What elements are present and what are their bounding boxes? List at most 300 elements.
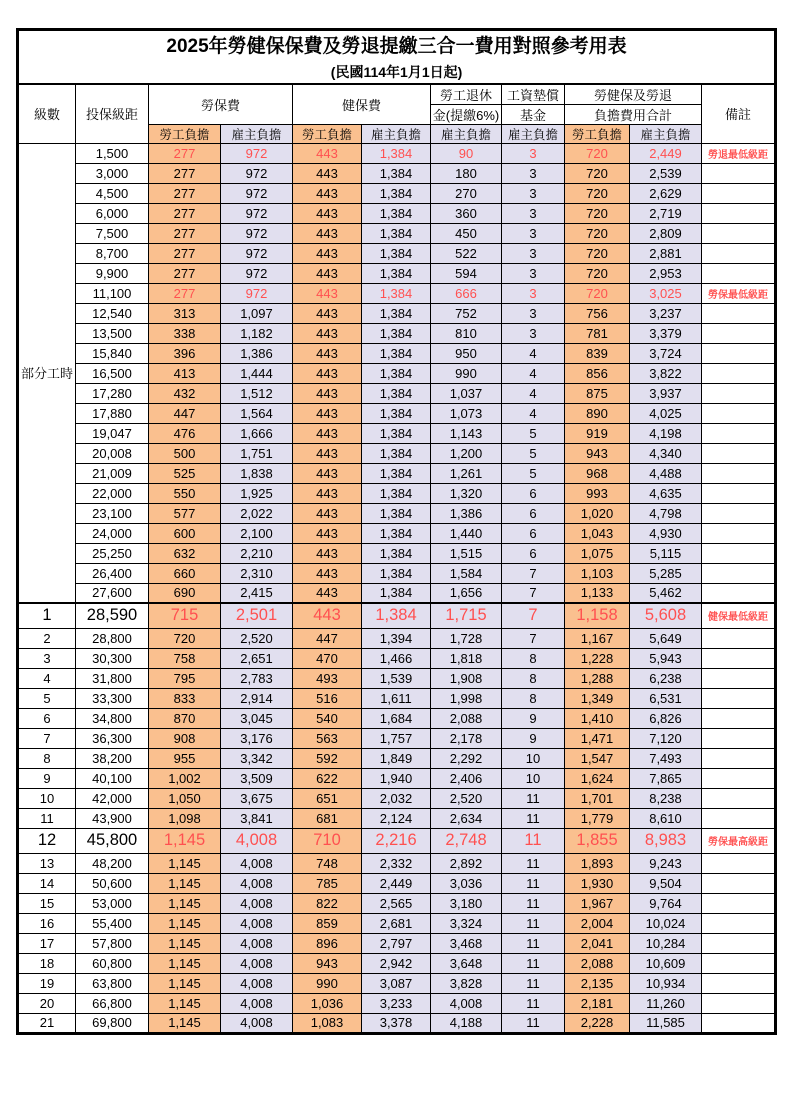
cell-labor-employer: 3,176 bbox=[221, 728, 293, 748]
cell-total-employee: 1,349 bbox=[565, 688, 630, 708]
cell-level: 5 bbox=[18, 688, 76, 708]
cell-pension-employer: 1,200 bbox=[431, 443, 502, 463]
cell-labor-employee: 632 bbox=[149, 543, 221, 563]
cell-total-employee: 1,624 bbox=[565, 768, 630, 788]
cell-salary: 48,200 bbox=[76, 853, 149, 873]
cell-health-employee: 990 bbox=[293, 973, 362, 993]
cell-health-employee: 516 bbox=[293, 688, 362, 708]
cell-labor-employer: 972 bbox=[221, 163, 293, 183]
cell-health-employee: 622 bbox=[293, 768, 362, 788]
cell-total-employer: 5,285 bbox=[630, 563, 702, 583]
cell-total-employee: 720 bbox=[565, 223, 630, 243]
cell-wage-fund-employer: 11 bbox=[502, 828, 565, 853]
cell-labor-employee: 690 bbox=[149, 583, 221, 603]
cell-health-employee: 785 bbox=[293, 873, 362, 893]
table-row bbox=[18, 223, 776, 243]
cell-total-employee: 1,855 bbox=[565, 828, 630, 853]
cell-pension-employer: 1,320 bbox=[431, 483, 502, 503]
cell-labor-employer: 1,512 bbox=[221, 383, 293, 403]
cell-pension-employer: 3,828 bbox=[431, 973, 502, 993]
table-row bbox=[18, 303, 776, 323]
cell-wage-fund-employer: 6 bbox=[502, 543, 565, 563]
cell-total-employee: 1,471 bbox=[565, 728, 630, 748]
cell-pension-employer: 1,584 bbox=[431, 563, 502, 583]
cell-labor-employee: 413 bbox=[149, 363, 221, 383]
table-row bbox=[18, 163, 776, 183]
cell-health-employer: 1,384 bbox=[362, 263, 431, 283]
cell-wage-fund-employer: 11 bbox=[502, 973, 565, 993]
cell-salary: 17,880 bbox=[76, 403, 149, 423]
cell-labor-employee: 1,145 bbox=[149, 893, 221, 913]
cell-pension-employer: 3,648 bbox=[431, 953, 502, 973]
cell-health-employer: 1,384 bbox=[362, 303, 431, 323]
cell-wage-fund-employer: 11 bbox=[502, 953, 565, 973]
col-header-wage-fund-line2: 基金 bbox=[502, 104, 565, 124]
cell-remark bbox=[702, 913, 776, 933]
cell-total-employer: 2,881 bbox=[630, 243, 702, 263]
col-header-pension-line2: 金(提繳6%) bbox=[431, 104, 502, 124]
cell-health-employee: 443 bbox=[293, 483, 362, 503]
cell-total-employer: 2,953 bbox=[630, 263, 702, 283]
cell-salary: 22,000 bbox=[76, 483, 149, 503]
cell-pension-employer: 1,818 bbox=[431, 648, 502, 668]
cell-pension-employer: 990 bbox=[431, 363, 502, 383]
cell-remark bbox=[702, 203, 776, 223]
cell-health-employer: 1,384 bbox=[362, 223, 431, 243]
cell-remark: 健保最低級距 bbox=[702, 603, 776, 628]
cell-salary: 36,300 bbox=[76, 728, 149, 748]
cell-health-employer: 2,332 bbox=[362, 853, 431, 873]
cell-total-employer: 5,115 bbox=[630, 543, 702, 563]
cell-health-employer: 1,539 bbox=[362, 668, 431, 688]
cell-level: 6 bbox=[18, 708, 76, 728]
cell-total-employer: 7,493 bbox=[630, 748, 702, 768]
cell-health-employer: 1,384 bbox=[362, 463, 431, 483]
cell-health-employee: 896 bbox=[293, 933, 362, 953]
cell-total-employee: 1,167 bbox=[565, 628, 630, 648]
cell-labor-employer: 1,097 bbox=[221, 303, 293, 323]
subheader-pension-employer: 雇主負擔 bbox=[431, 124, 502, 143]
cell-total-employee: 993 bbox=[565, 483, 630, 503]
subheader-total-employee: 勞工負擔 bbox=[565, 124, 630, 143]
subheader-health-employer: 雇主負擔 bbox=[362, 124, 431, 143]
table-row bbox=[18, 583, 776, 603]
cell-wage-fund-employer: 3 bbox=[502, 143, 565, 163]
cell-health-employee: 443 bbox=[293, 283, 362, 303]
cell-level: 16 bbox=[18, 913, 76, 933]
cell-pension-employer: 1,728 bbox=[431, 628, 502, 648]
cell-health-employee: 443 bbox=[293, 563, 362, 583]
cell-remark bbox=[702, 893, 776, 913]
cell-health-employee: 859 bbox=[293, 913, 362, 933]
cell-level: 7 bbox=[18, 728, 76, 748]
cell-wage-fund-employer: 5 bbox=[502, 463, 565, 483]
cell-total-employee: 839 bbox=[565, 343, 630, 363]
cell-health-employee: 443 bbox=[293, 583, 362, 603]
cell-pension-employer: 1,143 bbox=[431, 423, 502, 443]
cell-total-employer: 2,629 bbox=[630, 183, 702, 203]
table-body bbox=[18, 143, 776, 1033]
cell-level: 4 bbox=[18, 668, 76, 688]
cell-remark bbox=[702, 628, 776, 648]
cell-labor-employee: 758 bbox=[149, 648, 221, 668]
cell-salary: 20,008 bbox=[76, 443, 149, 463]
cell-remark bbox=[702, 523, 776, 543]
cell-labor-employer: 1,925 bbox=[221, 483, 293, 503]
cell-remark bbox=[702, 243, 776, 263]
table-row bbox=[18, 993, 776, 1013]
cell-labor-employer: 1,666 bbox=[221, 423, 293, 443]
cell-wage-fund-employer: 3 bbox=[502, 203, 565, 223]
table-row bbox=[18, 788, 776, 808]
cell-wage-fund-employer: 4 bbox=[502, 403, 565, 423]
cell-pension-employer: 1,073 bbox=[431, 403, 502, 423]
cell-remark bbox=[702, 973, 776, 993]
cell-salary: 16,500 bbox=[76, 363, 149, 383]
cell-health-employer: 1,394 bbox=[362, 628, 431, 648]
cell-total-employer: 3,025 bbox=[630, 283, 702, 303]
cell-total-employer: 3,379 bbox=[630, 323, 702, 343]
table-row bbox=[18, 953, 776, 973]
table-row bbox=[18, 973, 776, 993]
cell-wage-fund-employer: 3 bbox=[502, 323, 565, 343]
cell-health-employer: 2,216 bbox=[362, 828, 431, 853]
cell-labor-employer: 4,008 bbox=[221, 933, 293, 953]
cell-health-employee: 443 bbox=[293, 503, 362, 523]
cell-level: 12 bbox=[18, 828, 76, 853]
cell-labor-employer: 1,444 bbox=[221, 363, 293, 383]
cell-wage-fund-employer: 11 bbox=[502, 913, 565, 933]
cell-level: 8 bbox=[18, 748, 76, 768]
cell-labor-employer: 1,386 bbox=[221, 343, 293, 363]
cell-remark bbox=[702, 768, 776, 788]
cell-pension-employer: 666 bbox=[431, 283, 502, 303]
cell-remark bbox=[702, 483, 776, 503]
cell-labor-employee: 550 bbox=[149, 483, 221, 503]
cell-wage-fund-employer: 3 bbox=[502, 303, 565, 323]
cell-total-employer: 3,724 bbox=[630, 343, 702, 363]
cell-labor-employee: 277 bbox=[149, 143, 221, 163]
cell-health-employer: 1,384 bbox=[362, 383, 431, 403]
cell-level: 13 bbox=[18, 853, 76, 873]
table-row bbox=[18, 523, 776, 543]
cell-labor-employee: 600 bbox=[149, 523, 221, 543]
cell-salary: 23,100 bbox=[76, 503, 149, 523]
table-row bbox=[18, 143, 776, 163]
cell-labor-employee: 277 bbox=[149, 183, 221, 203]
cell-total-employer: 9,764 bbox=[630, 893, 702, 913]
cell-pension-employer: 4,008 bbox=[431, 993, 502, 1013]
cell-labor-employer: 2,310 bbox=[221, 563, 293, 583]
cell-salary: 45,800 bbox=[76, 828, 149, 853]
cell-total-employee: 1,930 bbox=[565, 873, 630, 893]
cell-remark bbox=[702, 363, 776, 383]
cell-health-employee: 651 bbox=[293, 788, 362, 808]
cell-wage-fund-employer: 3 bbox=[502, 283, 565, 303]
cell-pension-employer: 1,515 bbox=[431, 543, 502, 563]
cell-total-employee: 2,135 bbox=[565, 973, 630, 993]
cell-health-employer: 1,384 bbox=[362, 283, 431, 303]
cell-level: 3 bbox=[18, 648, 76, 668]
cell-health-employer: 3,233 bbox=[362, 993, 431, 1013]
cell-labor-employee: 500 bbox=[149, 443, 221, 463]
cell-salary: 9,900 bbox=[76, 263, 149, 283]
cell-salary: 7,500 bbox=[76, 223, 149, 243]
cell-labor-employer: 3,509 bbox=[221, 768, 293, 788]
cell-health-employee: 1,036 bbox=[293, 993, 362, 1013]
table-row bbox=[18, 808, 776, 828]
cell-health-employer: 1,384 bbox=[362, 243, 431, 263]
cell-salary: 25,250 bbox=[76, 543, 149, 563]
cell-level: 11 bbox=[18, 808, 76, 828]
cell-total-employee: 1,410 bbox=[565, 708, 630, 728]
cell-pension-employer: 450 bbox=[431, 223, 502, 243]
cell-total-employee: 720 bbox=[565, 283, 630, 303]
cell-total-employee: 1,547 bbox=[565, 748, 630, 768]
cell-salary: 43,900 bbox=[76, 808, 149, 828]
cell-wage-fund-employer: 7 bbox=[502, 628, 565, 648]
cell-total-employee: 1,779 bbox=[565, 808, 630, 828]
cell-total-employer: 4,798 bbox=[630, 503, 702, 523]
cell-labor-employee: 396 bbox=[149, 343, 221, 363]
cell-health-employee: 443 bbox=[293, 223, 362, 243]
cell-wage-fund-employer: 7 bbox=[502, 563, 565, 583]
table-row bbox=[18, 443, 776, 463]
cell-salary: 34,800 bbox=[76, 708, 149, 728]
cell-health-employee: 443 bbox=[293, 243, 362, 263]
cell-labor-employer: 4,008 bbox=[221, 853, 293, 873]
subheader-wage-fund-employer: 雇主負擔 bbox=[502, 124, 565, 143]
cell-health-employer: 1,384 bbox=[362, 343, 431, 363]
cell-total-employer: 5,462 bbox=[630, 583, 702, 603]
col-header-level: 級數 bbox=[18, 84, 76, 144]
cell-total-employer: 2,449 bbox=[630, 143, 702, 163]
cell-labor-employer: 1,751 bbox=[221, 443, 293, 463]
cell-labor-employer: 4,008 bbox=[221, 828, 293, 853]
cell-total-employer: 4,930 bbox=[630, 523, 702, 543]
cell-labor-employer: 4,008 bbox=[221, 953, 293, 973]
cell-labor-employer: 4,008 bbox=[221, 893, 293, 913]
cell-wage-fund-employer: 11 bbox=[502, 1013, 565, 1033]
table-row bbox=[18, 383, 776, 403]
cell-labor-employer: 1,838 bbox=[221, 463, 293, 483]
cell-total-employee: 781 bbox=[565, 323, 630, 343]
cell-pension-employer: 1,908 bbox=[431, 668, 502, 688]
cell-total-employer: 8,238 bbox=[630, 788, 702, 808]
cell-health-employee: 1,083 bbox=[293, 1013, 362, 1033]
cell-salary: 42,000 bbox=[76, 788, 149, 808]
table-row bbox=[18, 363, 776, 383]
cell-health-employer: 3,087 bbox=[362, 973, 431, 993]
cell-labor-employer: 3,841 bbox=[221, 808, 293, 828]
cell-health-employer: 2,681 bbox=[362, 913, 431, 933]
cell-total-employer: 2,539 bbox=[630, 163, 702, 183]
cell-total-employee: 1,103 bbox=[565, 563, 630, 583]
cell-total-employer: 4,340 bbox=[630, 443, 702, 463]
cell-salary: 17,280 bbox=[76, 383, 149, 403]
cell-labor-employee: 277 bbox=[149, 283, 221, 303]
cell-total-employee: 1,893 bbox=[565, 853, 630, 873]
cell-health-employer: 1,384 bbox=[362, 523, 431, 543]
cell-wage-fund-employer: 3 bbox=[502, 263, 565, 283]
cell-wage-fund-employer: 5 bbox=[502, 423, 565, 443]
cell-labor-employer: 2,100 bbox=[221, 523, 293, 543]
cell-salary: 69,800 bbox=[76, 1013, 149, 1033]
cell-wage-fund-employer: 11 bbox=[502, 873, 565, 893]
cell-total-employer: 4,198 bbox=[630, 423, 702, 443]
cell-total-employer: 10,284 bbox=[630, 933, 702, 953]
cell-health-employee: 443 bbox=[293, 423, 362, 443]
table-row bbox=[18, 828, 776, 853]
cell-health-employee: 443 bbox=[293, 603, 362, 628]
cell-health-employee: 748 bbox=[293, 853, 362, 873]
cell-remark bbox=[702, 748, 776, 768]
cell-salary: 21,009 bbox=[76, 463, 149, 483]
cell-pension-employer: 950 bbox=[431, 343, 502, 363]
cell-health-employer: 1,849 bbox=[362, 748, 431, 768]
cell-pension-employer: 594 bbox=[431, 263, 502, 283]
cell-remark bbox=[702, 873, 776, 893]
cell-remark bbox=[702, 668, 776, 688]
cell-remark bbox=[702, 223, 776, 243]
cell-health-employer: 1,384 bbox=[362, 543, 431, 563]
cell-labor-employee: 277 bbox=[149, 203, 221, 223]
cell-health-employee: 592 bbox=[293, 748, 362, 768]
cell-labor-employee: 476 bbox=[149, 423, 221, 443]
cell-salary: 60,800 bbox=[76, 953, 149, 973]
cell-wage-fund-employer: 4 bbox=[502, 363, 565, 383]
cell-salary: 55,400 bbox=[76, 913, 149, 933]
cell-pension-employer: 752 bbox=[431, 303, 502, 323]
cell-pension-employer: 2,178 bbox=[431, 728, 502, 748]
cell-labor-employer: 4,008 bbox=[221, 873, 293, 893]
cell-salary: 30,300 bbox=[76, 648, 149, 668]
cell-pension-employer: 270 bbox=[431, 183, 502, 203]
cell-remark bbox=[702, 1013, 776, 1033]
cell-total-employer: 10,024 bbox=[630, 913, 702, 933]
cell-pension-employer: 2,892 bbox=[431, 853, 502, 873]
cell-pension-employer: 810 bbox=[431, 323, 502, 343]
cell-health-employer: 2,449 bbox=[362, 873, 431, 893]
cell-total-employer: 4,488 bbox=[630, 463, 702, 483]
cell-health-employee: 681 bbox=[293, 808, 362, 828]
cell-health-employer: 1,384 bbox=[362, 583, 431, 603]
cell-labor-employer: 2,210 bbox=[221, 543, 293, 563]
cell-health-employee: 443 bbox=[293, 343, 362, 363]
cell-total-employer: 5,649 bbox=[630, 628, 702, 648]
cell-health-employer: 3,378 bbox=[362, 1013, 431, 1033]
cell-level: 21 bbox=[18, 1013, 76, 1033]
cell-labor-employer: 972 bbox=[221, 283, 293, 303]
cell-health-employer: 1,384 bbox=[362, 163, 431, 183]
cell-labor-employer: 2,022 bbox=[221, 503, 293, 523]
table-row bbox=[18, 263, 776, 283]
cell-salary: 13,500 bbox=[76, 323, 149, 343]
cell-total-employee: 856 bbox=[565, 363, 630, 383]
cell-wage-fund-employer: 11 bbox=[502, 853, 565, 873]
cell-labor-employee: 908 bbox=[149, 728, 221, 748]
cell-labor-employer: 2,415 bbox=[221, 583, 293, 603]
table-row bbox=[18, 873, 776, 893]
cell-labor-employer: 2,783 bbox=[221, 668, 293, 688]
cell-salary: 11,100 bbox=[76, 283, 149, 303]
cell-pension-employer: 360 bbox=[431, 203, 502, 223]
table-row bbox=[18, 203, 776, 223]
header-row-1 bbox=[18, 84, 776, 105]
table-row bbox=[18, 688, 776, 708]
cell-health-employer: 1,384 bbox=[362, 203, 431, 223]
cell-labor-employer: 3,045 bbox=[221, 708, 293, 728]
cell-labor-employee: 1,145 bbox=[149, 1013, 221, 1033]
cell-total-employer: 8,983 bbox=[630, 828, 702, 853]
cell-total-employee: 2,088 bbox=[565, 953, 630, 973]
cell-labor-employee: 660 bbox=[149, 563, 221, 583]
col-header-total-line1: 勞健保及勞退 bbox=[565, 84, 702, 105]
cell-health-employee: 443 bbox=[293, 203, 362, 223]
cell-wage-fund-employer: 6 bbox=[502, 523, 565, 543]
cell-total-employee: 720 bbox=[565, 263, 630, 283]
cell-level: 19 bbox=[18, 973, 76, 993]
cell-health-employer: 2,942 bbox=[362, 953, 431, 973]
cell-total-employer: 11,585 bbox=[630, 1013, 702, 1033]
cell-pension-employer: 3,036 bbox=[431, 873, 502, 893]
subheader-total-employer: 雇主負擔 bbox=[630, 124, 702, 143]
cell-total-employer: 4,635 bbox=[630, 483, 702, 503]
cell-total-employee: 720 bbox=[565, 183, 630, 203]
cell-remark bbox=[702, 163, 776, 183]
cell-wage-fund-employer: 11 bbox=[502, 808, 565, 828]
page-title: 2025年勞健保保費及勞退提繳三合一費用對照參考用表 bbox=[166, 35, 627, 57]
cell-health-employer: 1,384 bbox=[362, 183, 431, 203]
cell-health-employee: 447 bbox=[293, 628, 362, 648]
cell-level: 2 bbox=[18, 628, 76, 648]
table-row bbox=[18, 323, 776, 343]
cell-total-employee: 1,701 bbox=[565, 788, 630, 808]
cell-total-employer: 4,025 bbox=[630, 403, 702, 423]
cell-labor-employer: 972 bbox=[221, 263, 293, 283]
cell-health-employer: 2,124 bbox=[362, 808, 431, 828]
cell-wage-fund-employer: 11 bbox=[502, 893, 565, 913]
cell-total-employee: 1,288 bbox=[565, 668, 630, 688]
cell-pension-employer: 2,634 bbox=[431, 808, 502, 828]
cell-total-employee: 720 bbox=[565, 143, 630, 163]
cell-wage-fund-employer: 11 bbox=[502, 993, 565, 1013]
cell-salary: 50,600 bbox=[76, 873, 149, 893]
cell-pension-employer: 1,440 bbox=[431, 523, 502, 543]
cell-wage-fund-employer: 9 bbox=[502, 708, 565, 728]
cell-remark bbox=[702, 688, 776, 708]
cell-labor-employer: 4,008 bbox=[221, 993, 293, 1013]
cell-labor-employee: 447 bbox=[149, 403, 221, 423]
cell-health-employee: 443 bbox=[293, 363, 362, 383]
cell-salary: 6,000 bbox=[76, 203, 149, 223]
cell-remark bbox=[702, 463, 776, 483]
cell-labor-employee: 313 bbox=[149, 303, 221, 323]
cell-salary: 66,800 bbox=[76, 993, 149, 1013]
cell-level: 10 bbox=[18, 788, 76, 808]
cell-health-employer: 1,384 bbox=[362, 483, 431, 503]
cell-labor-employee: 1,145 bbox=[149, 993, 221, 1013]
cell-health-employee: 443 bbox=[293, 143, 362, 163]
cell-health-employer: 2,032 bbox=[362, 788, 431, 808]
cell-wage-fund-employer: 9 bbox=[502, 728, 565, 748]
cell-salary: 57,800 bbox=[76, 933, 149, 953]
table-row bbox=[18, 748, 776, 768]
table-row bbox=[18, 913, 776, 933]
cell-labor-employee: 955 bbox=[149, 748, 221, 768]
col-header-pension-line1: 勞工退休 bbox=[431, 84, 502, 105]
cell-salary: 40,100 bbox=[76, 768, 149, 788]
